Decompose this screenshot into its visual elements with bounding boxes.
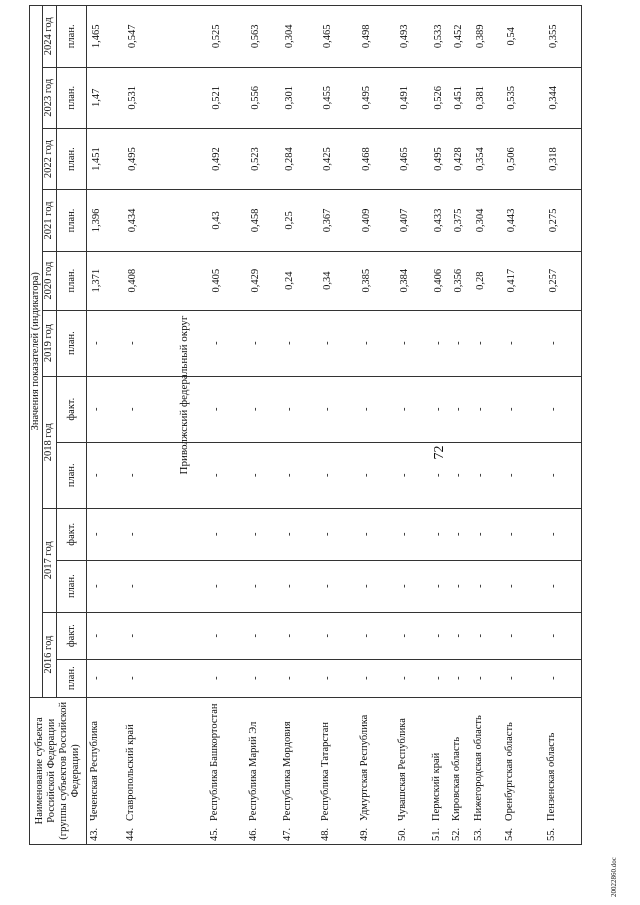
value-cell: 0,465: [395, 128, 429, 189]
row-number: 55.: [546, 827, 558, 841]
value-cell: -: [280, 376, 318, 442]
value-cell: 0,381: [471, 67, 501, 128]
subject-name: Республика Марий Эл: [247, 721, 259, 821]
value-cell: -: [246, 612, 280, 659]
value-cell: -: [123, 508, 167, 560]
subject-name: Кировская область: [451, 736, 463, 821]
value-cell: 0,495: [123, 128, 167, 189]
row-number: 50.: [396, 827, 408, 841]
value-cell: 0,304: [280, 6, 318, 68]
indicator-table: [29, 5, 582, 845]
value-cell: -: [357, 310, 395, 376]
value-cell: 0,406: [429, 251, 449, 310]
subject-name: Чеченская Республика: [88, 720, 100, 821]
plan-header: план.: [56, 6, 86, 68]
fact-header: факт.: [56, 376, 86, 442]
value-cell: -: [86, 612, 122, 659]
value-cell: -: [123, 376, 167, 442]
value-cell: -: [544, 508, 581, 560]
plan-header: план.: [56, 560, 86, 612]
subject-name-cell: [502, 697, 544, 844]
value-cell: 0,301: [280, 67, 318, 128]
value-cell: 0,452: [449, 6, 471, 68]
row-number: 44.: [124, 827, 136, 841]
value-cell: -: [280, 612, 318, 659]
value-cell: -: [395, 310, 429, 376]
value-cell: 0,434: [123, 190, 167, 251]
value-cell: 0,405: [207, 251, 245, 310]
value-cell: -: [449, 560, 471, 612]
value-cell: -: [86, 442, 122, 508]
value-cell: -: [123, 442, 167, 508]
district-heading: Приволжский федеральный округ: [178, 315, 190, 475]
value-cell: -: [395, 612, 429, 659]
value-cell: 1,47: [86, 67, 122, 128]
value-cell: -: [280, 508, 318, 560]
value-cell: 0,506: [502, 128, 544, 189]
value-cell: -: [357, 612, 395, 659]
value-cell: 0,498: [357, 6, 395, 68]
value-cell: -: [280, 560, 318, 612]
value-cell: -: [544, 560, 581, 612]
value-cell: 0,521: [207, 67, 245, 128]
value-cell: -: [471, 310, 501, 376]
year-header: 2017 год: [42, 508, 56, 612]
value-cell: 0,523: [246, 128, 280, 189]
year-header: 2018 год: [42, 376, 56, 508]
row-number: 46.: [247, 827, 259, 841]
subject-name: Удмуртская Республика: [358, 714, 370, 821]
row-number: 53.: [473, 827, 485, 841]
page-number: 72: [432, 445, 447, 460]
value-cell: 0,43: [207, 190, 245, 251]
value-cell: -: [544, 442, 581, 508]
value-cell: -: [502, 659, 544, 697]
value-cell: -: [207, 612, 245, 659]
value-cell: -: [246, 442, 280, 508]
value-cell: -: [123, 310, 167, 376]
subject-name-header: Наименование субъекта Российской Федерации (группы субъектов Российской Федерации): [30, 697, 87, 844]
subject-name-cell: [123, 697, 167, 844]
value-cell: -: [471, 508, 501, 560]
value-cell: -: [246, 376, 280, 442]
value-cell: -: [280, 442, 318, 508]
value-cell: -: [86, 659, 122, 697]
value-cell: -: [123, 560, 167, 612]
value-cell: -: [544, 659, 581, 697]
value-cell: -: [123, 659, 167, 697]
value-cell: -: [246, 659, 280, 697]
value-cell: -: [449, 508, 471, 560]
value-cell: -: [429, 508, 449, 560]
value-cell: 0,417: [502, 251, 544, 310]
value-cell: 0,408: [123, 251, 167, 310]
value-cell: -: [471, 659, 501, 697]
value-cell: 0,563: [246, 6, 280, 68]
value-cell: 0,24: [280, 251, 318, 310]
value-cell: 0,547: [123, 6, 167, 68]
row-number: 47.: [281, 827, 293, 841]
value-cell: -: [429, 612, 449, 659]
value-cell: -: [357, 560, 395, 612]
subject-name-cell: [280, 697, 318, 844]
indicator-table-area: [29, 5, 582, 845]
value-cell: -: [86, 310, 122, 376]
value-cell: -: [395, 508, 429, 560]
value-cell: -: [471, 612, 501, 659]
subject-name-cell: [86, 697, 122, 844]
value-cell: -: [207, 560, 245, 612]
value-cell: 0,304: [471, 190, 501, 251]
value-cell: -: [471, 560, 501, 612]
row-number: 54.: [503, 827, 515, 841]
value-cell: -: [449, 376, 471, 442]
value-cell: -: [395, 560, 429, 612]
plan-header: план.: [56, 659, 86, 697]
subject-name: Ставропольский край: [124, 724, 136, 821]
subject-name-cell: [395, 697, 429, 844]
value-cell: -: [395, 442, 429, 508]
value-cell: 0,284: [280, 128, 318, 189]
year-header: 2022 год: [42, 128, 56, 189]
subject-name: Республика Татарстан: [320, 721, 332, 821]
subject-name-cell: [357, 697, 395, 844]
value-cell: 0,28: [471, 251, 501, 310]
row-number: 45.: [209, 827, 221, 841]
value-cell: -: [207, 508, 245, 560]
value-cell: 0,458: [246, 190, 280, 251]
value-cell: 0,384: [395, 251, 429, 310]
value-cell: 0,385: [357, 251, 395, 310]
subject-name-cell: [246, 697, 280, 844]
subject-name-cell: [318, 697, 356, 844]
values-header: Значения показателей (индикатора): [30, 6, 43, 698]
value-cell: -: [318, 508, 356, 560]
value-cell: 1,371: [86, 251, 122, 310]
value-cell: 0,495: [429, 128, 449, 189]
value-cell: -: [449, 612, 471, 659]
value-cell: 0,389: [471, 6, 501, 68]
value-cell: -: [395, 659, 429, 697]
value-cell: 0,493: [395, 6, 429, 68]
value-cell: 0,526: [429, 67, 449, 128]
value-cell: 0,525: [207, 6, 245, 68]
value-cell: -: [86, 508, 122, 560]
subject-name: Нижегородская область: [473, 715, 485, 821]
plan-header: план.: [56, 67, 86, 128]
value-cell: 0,409: [357, 190, 395, 251]
value-cell: 0,443: [502, 190, 544, 251]
value-cell: -: [123, 612, 167, 659]
subject-name-cell: [207, 697, 245, 844]
year-header: 2023 год: [42, 67, 56, 128]
value-cell: -: [544, 310, 581, 376]
value-cell: 0,344: [544, 67, 581, 128]
value-cell: -: [502, 376, 544, 442]
value-cell: -: [449, 442, 471, 508]
value-cell: -: [207, 659, 245, 697]
value-cell: 0,375: [449, 190, 471, 251]
value-cell: 0,34: [318, 251, 356, 310]
value-cell: 1,396: [86, 190, 122, 251]
value-cell: -: [429, 376, 449, 442]
subject-name: Пермский край: [431, 752, 443, 821]
subject-name-cell: [544, 697, 581, 844]
value-cell: 0,492: [207, 128, 245, 189]
value-cell: -: [280, 310, 318, 376]
value-cell: -: [502, 508, 544, 560]
year-header: 2016 год: [42, 612, 56, 697]
value-cell: -: [502, 310, 544, 376]
value-cell: 0,54: [502, 6, 544, 68]
value-cell: -: [357, 659, 395, 697]
value-cell: 0,433: [429, 190, 449, 251]
plan-header: план.: [56, 442, 86, 508]
value-cell: 0,495: [357, 67, 395, 128]
value-cell: 0,468: [357, 128, 395, 189]
value-cell: -: [86, 376, 122, 442]
row-number: 48.: [320, 827, 332, 841]
year-header: 2024 год: [42, 6, 56, 68]
footer-filename: 20022860.doc: [610, 857, 618, 897]
subject-name-cell: [471, 697, 501, 844]
year-header: 2021 год: [42, 190, 56, 251]
value-cell: -: [86, 560, 122, 612]
fact-header: факт.: [56, 508, 86, 560]
value-cell: 0,535: [502, 67, 544, 128]
value-cell: -: [318, 442, 356, 508]
value-cell: 0,356: [449, 251, 471, 310]
value-cell: -: [207, 442, 245, 508]
value-cell: -: [207, 376, 245, 442]
value-cell: 0,355: [544, 6, 581, 68]
fact-header: факт.: [56, 612, 86, 659]
subject-name: Пензенская область: [546, 732, 558, 821]
row-number: 49.: [358, 827, 370, 841]
value-cell: 0,455: [318, 67, 356, 128]
value-cell: -: [502, 442, 544, 508]
value-cell: -: [395, 376, 429, 442]
value-cell: -: [280, 659, 318, 697]
value-cell: 0,275: [544, 190, 581, 251]
value-cell: -: [502, 612, 544, 659]
value-cell: 0,531: [123, 67, 167, 128]
value-cell: -: [318, 376, 356, 442]
value-cell: -: [318, 612, 356, 659]
value-cell: -: [357, 376, 395, 442]
value-cell: 0,429: [246, 251, 280, 310]
subject-name: Чувашская Республика: [396, 718, 408, 821]
value-cell: -: [449, 310, 471, 376]
plan-header: план.: [56, 128, 86, 189]
value-cell: 0,491: [395, 67, 429, 128]
plan-header: план.: [56, 310, 86, 376]
value-cell: 0,533: [429, 6, 449, 68]
value-cell: -: [246, 508, 280, 560]
value-cell: 1,465: [86, 6, 122, 68]
value-cell: -: [429, 310, 449, 376]
value-cell: 0,257: [544, 251, 581, 310]
subject-name-cell: [449, 697, 471, 844]
value-cell: 0,318: [544, 128, 581, 189]
value-cell: 0,354: [471, 128, 501, 189]
subject-name: Республика Башкортостан: [209, 703, 221, 821]
value-cell: -: [471, 442, 501, 508]
value-cell: 0,367: [318, 190, 356, 251]
value-cell: -: [318, 560, 356, 612]
subject-name: Республика Мордовия: [281, 721, 293, 821]
value-cell: -: [246, 310, 280, 376]
row-number: 51.: [431, 827, 443, 841]
plan-header: план.: [56, 190, 86, 251]
year-header: 2020 год: [42, 251, 56, 310]
row-number: 52.: [451, 827, 463, 841]
value-cell: -: [207, 310, 245, 376]
value-cell: -: [357, 508, 395, 560]
subject-name: Оренбургская область: [503, 722, 515, 821]
value-cell: 1,451: [86, 128, 122, 189]
value-cell: 0,451: [449, 67, 471, 128]
value-cell: -: [502, 560, 544, 612]
subject-name-cell: [429, 697, 449, 844]
year-header: 2019 год: [42, 310, 56, 376]
value-cell: -: [544, 376, 581, 442]
value-cell: -: [246, 560, 280, 612]
value-cell: -: [357, 442, 395, 508]
value-cell: 0,25: [280, 190, 318, 251]
value-cell: 0,556: [246, 67, 280, 128]
value-cell: 0,465: [318, 6, 356, 68]
value-cell: 0,428: [449, 128, 471, 189]
value-cell: -: [429, 442, 449, 508]
value-cell: -: [429, 560, 449, 612]
value-cell: -: [544, 612, 581, 659]
value-cell: -: [449, 659, 471, 697]
value-cell: 0,407: [395, 190, 429, 251]
row-number: 43.: [88, 827, 100, 841]
plan-header: план.: [56, 251, 86, 310]
value-cell: -: [429, 659, 449, 697]
value-cell: -: [318, 310, 356, 376]
value-cell: -: [318, 659, 356, 697]
value-cell: 0,425: [318, 128, 356, 189]
value-cell: -: [471, 376, 501, 442]
